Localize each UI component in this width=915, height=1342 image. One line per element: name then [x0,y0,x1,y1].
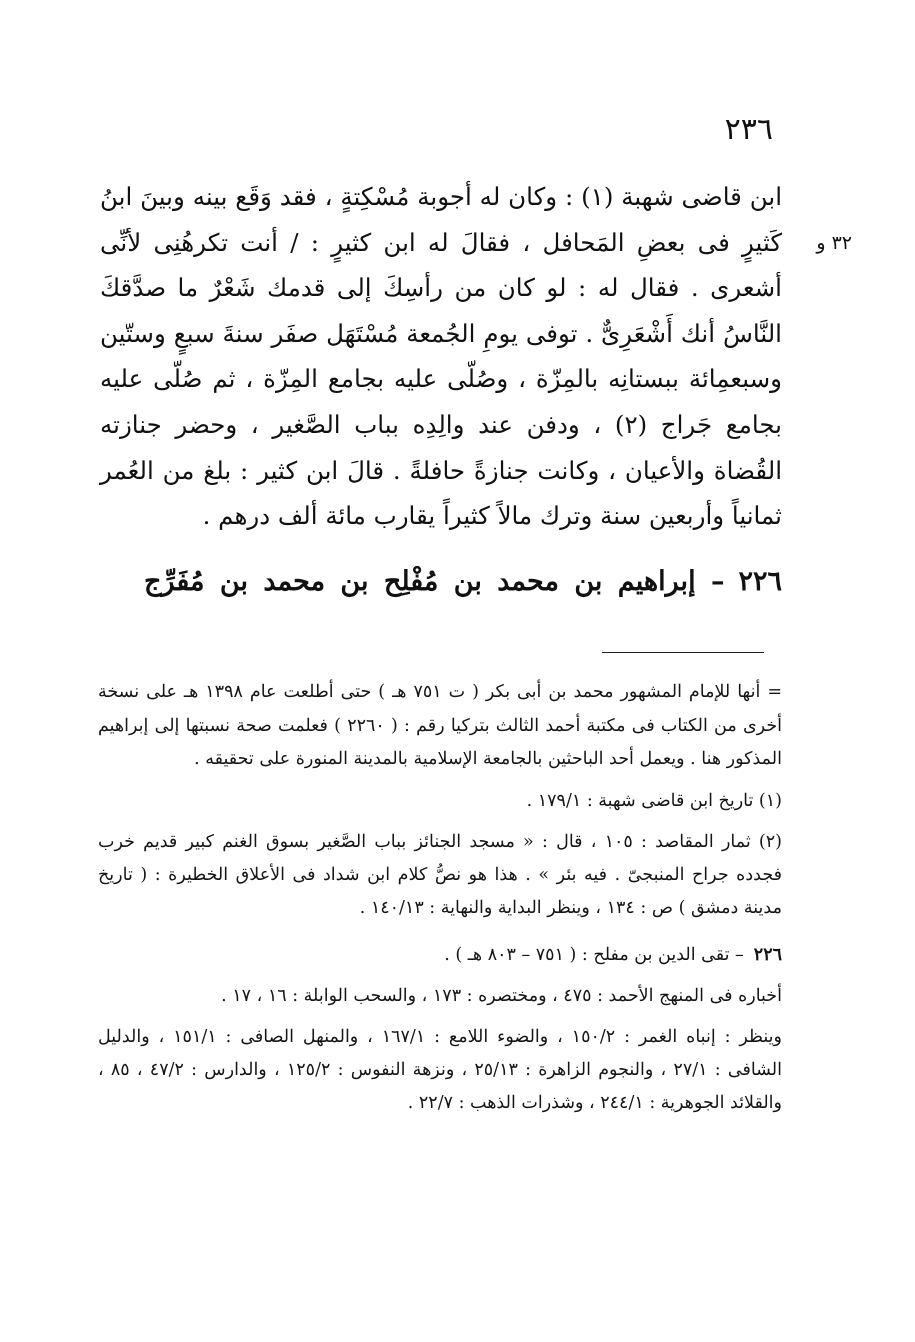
main-text-block [100,174,782,539]
entry-name: إبراهيم بن محمد بن مُفْلِح بن محمد بن مُفَرِّج [144,566,696,597]
footnote-divider [602,652,764,653]
footnote-2: (٢) ثمار المقاصد : ١٠٥ ، قال : « مسجد الجنائز بباب الصَّغير بسوق الغنم كبير قديم خرب فجدده جراح المنبجىّ . فيه بئر » . هذا هو نصُّ كلام ابن شداد فى الأعلاق الخطيرة : ( تاريخ مدينة دمشق ) ص : ١٣٤ ، وينظر البداية والنهاية : ١٤٠/١٣ . [98,831,782,918]
footnote-continuation: = أنها للإمام المشهور محمد بن أبى بكر ( ت ٧٥١ هـ ) حتى أطلعت عام ١٣٩٨ هـ على نسخة أخرى من الكتاب فى مكتبة أحمد الثالث بتركيا رقم : ( ٢٢٦٠ ) فعلمت صحة نسبتها إلى إبراهيم المذكور هنا . ويعمل أحد الباحثين بالجامعة الإسلامية بالمدينة المنورة على تحقيقه . [98,682,782,769]
footnote-entry-line [98,939,782,972]
entry-number: ٢٢٦ [738,566,782,597]
footnote-entry-text: – تقى الدين بن مفلح : ( ٧٥١ – ٨٠٣ هـ ) . [444,944,744,965]
manuscript-folio-note: ٣٢ و [816,232,852,254]
footnote-sources-1: أخباره فى المنهج الأحمد : ٤٧٥ ، ومختصره : ١٧٣ ، والسحب الوابلة : ١٦ ، ١٧ . [221,985,782,1006]
footnotes-block [98,676,782,1120]
entry-dash: – [710,566,725,597]
footnote-sources-2: وينظر : إنباه الغمر : ١٥٠/٢ ، والضوء اللامع : ١٦٧/١ ، والمنهل الصافى : ١٥١/١ ، والدليل الشافى : ٢٧/١ ، والنجوم الزاهرة : ٢٥/١٣ ، ونزهة النفوس : ١٢٥/٢ ، والدارس : ٤٧/٢ ، ٨٥ ، والقلائد الجوهرية : ٢٤٤/١ ، وشذرات الذهب : ٢٢/٧ . [98,1026,782,1113]
footnote-1: (١) تاريخ ابن قاضى شهبة : ١٧٩/١ . [526,790,782,811]
main-paragraph: ابن قاضى شهبة (١) : وكان له أجوبة مُسْكِتةٍ ، فقد وَقَع بينه وبينَ ابنُ كَثيرٍ فى بعضِ المَحافل ، فقالَ له ابن كثيرٍ : / أنت تكرهُنِى لأنِّى أشعرى . فقال له : لو كان من رأسِكَ إلى قدمك شَعْرٌ ما صدَّقكَ النَّاسُ أنك أَشْعَرِىٌّ . توفى يومِ الجُمعة مُسْتَهَل صفَر سنةَ سبعٍ وستّين وسبعمِائة ببستانِه بالمِزّة ، وصُلّى عليه بجامع المِزّة ، ثم صُلّى عليه بجامع جَراج (٢) ، ودفن عند والِدِه بباب الصَّغير ، وحضر جنازته القُضاة والأعيان ، وكانت جنازةً حافلةً . قالَ ابن كثير : بلغ من العُمر ثمانياً وأربعين سنة وترك مالاً كثيراً يقارب مائة ألف درهم . [100,182,783,531]
page-number: ٢٣٦ [724,112,773,147]
entry-heading [100,566,782,597]
footnote-entry-number: ٢٢٦ [753,944,782,965]
